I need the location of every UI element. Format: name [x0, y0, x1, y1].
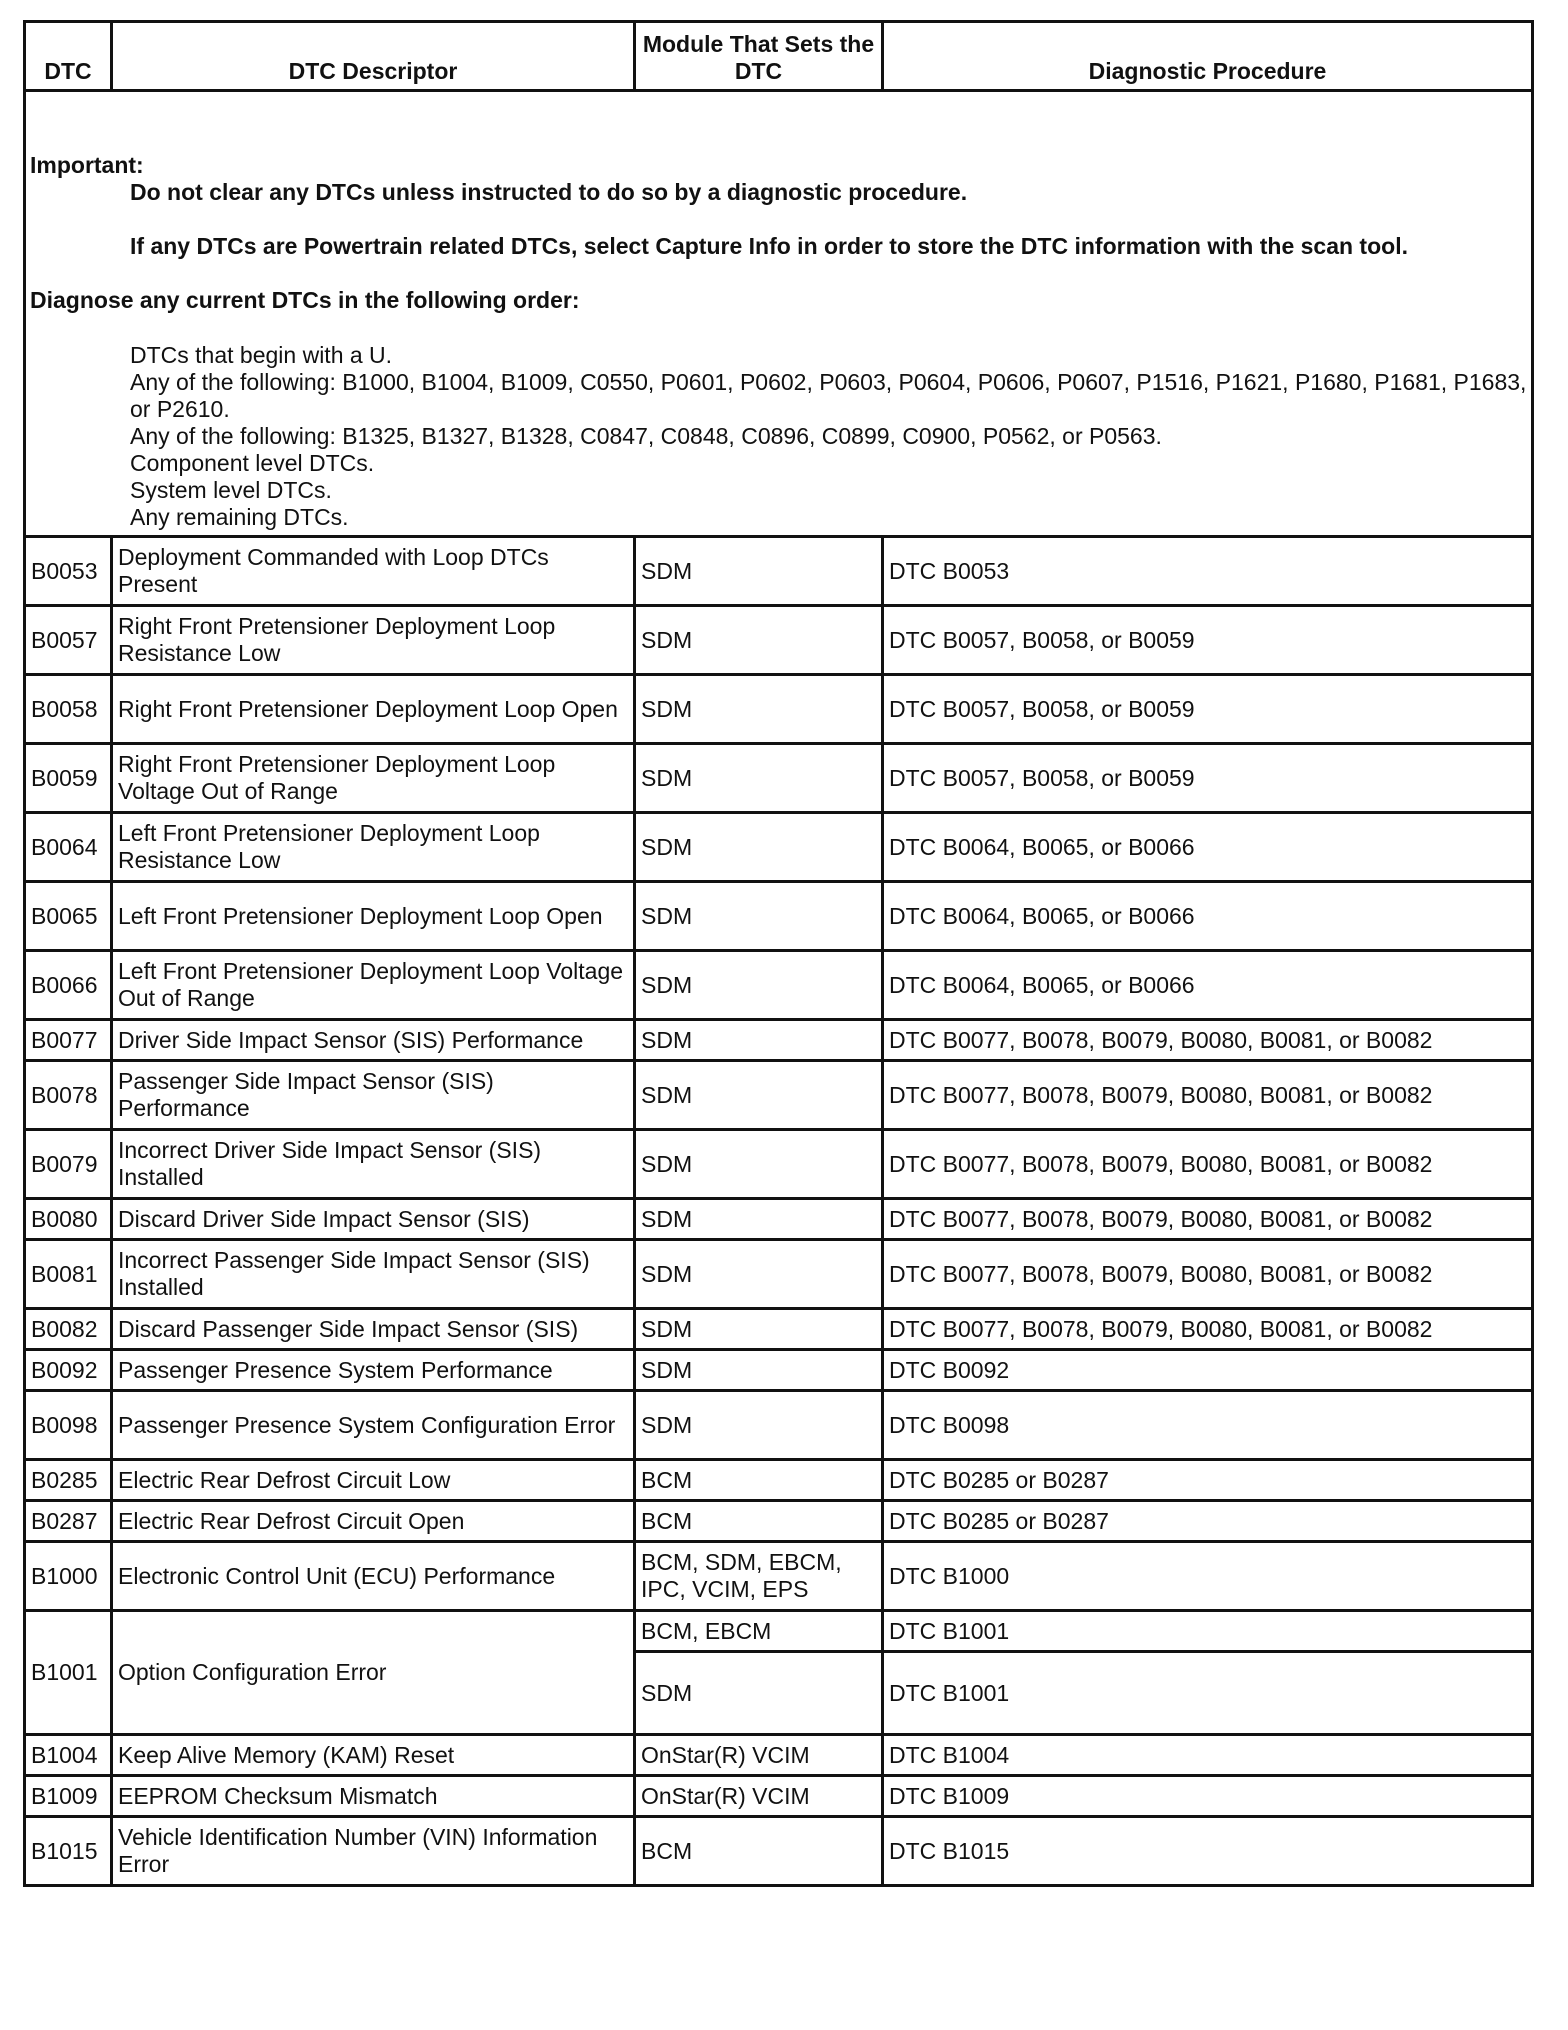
dtc-code: B0065	[25, 882, 112, 951]
dtc-code: B0053	[25, 537, 112, 606]
order-item: Any of the following: B1000, B1004, B1009, C0550, P0601, P0602, P0603, P0604, P0606, P0607, P1516, P1621, P1680, P1681, P1683, or P2610.	[130, 369, 1527, 422]
dtc-procedure: DTC B1001	[883, 1652, 1533, 1735]
dtc-module: SDM	[635, 1309, 883, 1350]
dtc-procedure: DTC B0064, B0065, or B0066	[883, 813, 1533, 882]
dtc-descriptor: Incorrect Passenger Side Impact Sensor (SIS) Installed	[112, 1240, 635, 1309]
dtc-module: SDM	[635, 744, 883, 813]
dtc-descriptor: Right Front Pretensioner Deployment Loop Voltage Out of Range	[112, 744, 635, 813]
dtc-procedure: DTC B0057, B0058, or B0059	[883, 675, 1533, 744]
dtc-procedure: DTC B0057, B0058, or B0059	[883, 744, 1533, 813]
dtc-descriptor: Electronic Control Unit (ECU) Performance	[112, 1542, 635, 1611]
table-row	[25, 882, 1533, 951]
dtc-procedure: DTC B0064, B0065, or B0066	[883, 882, 1533, 951]
table-row	[25, 675, 1533, 744]
dtc-procedure: DTC B0077, B0078, B0079, B0080, B0081, or B0082	[883, 1309, 1533, 1350]
table-row	[25, 537, 1533, 606]
important-note-2: If any DTCs are Powertrain related DTCs, select Capture Info in order to store the DTC information with the scan tool.	[130, 233, 1408, 259]
dtc-procedure: DTC B0077, B0078, B0079, B0080, B0081, or B0082	[883, 1061, 1533, 1130]
dtc-code: B0066	[25, 951, 112, 1020]
dtc-module: SDM	[635, 1061, 883, 1130]
dtc-procedure: DTC B0077, B0078, B0079, B0080, B0081, or B0082	[883, 1199, 1533, 1240]
order-item: DTCs that begin with a U.	[130, 342, 393, 368]
dtc-module: OnStar(R) VCIM	[635, 1735, 883, 1776]
dtc-descriptor: Passenger Presence System Configuration Error	[112, 1391, 635, 1460]
dtc-code: B1009	[25, 1776, 112, 1817]
table-row	[25, 1309, 1533, 1350]
dtc-module: SDM	[635, 1652, 883, 1735]
table-row	[25, 951, 1533, 1020]
dtc-descriptor: Right Front Pretensioner Deployment Loop Open	[112, 675, 635, 744]
table-row	[25, 1061, 1533, 1130]
table-row	[25, 1501, 1533, 1542]
order-item: Any of the following: B1325, B1327, B1328, C0847, C0848, C0896, C0899, C0900, P0562, or P0563.	[130, 423, 1162, 449]
dtc-module: BCM	[635, 1817, 883, 1886]
dtc-code: B0092	[25, 1350, 112, 1391]
dtc-procedure: DTC B1000	[883, 1542, 1533, 1611]
dtc-procedure: DTC B0285 or B0287	[883, 1460, 1533, 1501]
dtc-module: SDM	[635, 675, 883, 744]
dtc-module: BCM	[635, 1460, 883, 1501]
dtc-descriptor: Keep Alive Memory (KAM) Reset	[112, 1735, 635, 1776]
order-list	[130, 342, 1527, 531]
dtc-code: B1004	[25, 1735, 112, 1776]
dtc-descriptor: Left Front Pretensioner Deployment Loop Voltage Out of Range	[112, 951, 635, 1020]
dtc-procedure: DTC B0077, B0078, B0079, B0080, B0081, or B0082	[883, 1130, 1533, 1199]
dtc-module: SDM	[635, 951, 883, 1020]
dtc-procedure: DTC B0077, B0078, B0079, B0080, B0081, or B0082	[883, 1020, 1533, 1061]
dtc-code: B0098	[25, 1391, 112, 1460]
dtc-code: B0285	[25, 1460, 112, 1501]
table-row	[25, 1817, 1533, 1886]
dtc-procedure: DTC B0092	[883, 1350, 1533, 1391]
table-row	[25, 1542, 1533, 1611]
dtc-descriptor: Vehicle Identification Number (VIN) Information Error	[112, 1817, 635, 1886]
dtc-code: B0287	[25, 1501, 112, 1542]
dtc-procedure: DTC B0053	[883, 537, 1533, 606]
table-row	[25, 1020, 1533, 1061]
header-descriptor: DTC Descriptor	[112, 22, 635, 91]
dtc-descriptor: Passenger Presence System Performance	[112, 1350, 635, 1391]
header-procedure: Diagnostic Procedure	[883, 22, 1533, 91]
dtc-procedure: DTC B0098	[883, 1391, 1533, 1460]
order-item: Any remaining DTCs.	[130, 504, 349, 530]
dtc-code: B0081	[25, 1240, 112, 1309]
dtc-descriptor: Driver Side Impact Sensor (SIS) Performance	[112, 1020, 635, 1061]
dtc-module: BCM, SDM, EBCM, IPC, VCIM, EPS	[635, 1542, 883, 1611]
dtc-descriptor: Electric Rear Defrost Circuit Open	[112, 1501, 635, 1542]
dtc-procedure: DTC B1001	[883, 1611, 1533, 1652]
dtc-module: BCM	[635, 1501, 883, 1542]
dtc-descriptor: Incorrect Driver Side Impact Sensor (SIS) Installed	[112, 1130, 635, 1199]
header-module: Module That Sets the DTC	[635, 22, 883, 91]
dtc-descriptor: Passenger Side Impact Sensor (SIS) Performance	[112, 1061, 635, 1130]
dtc-code: B0057	[25, 606, 112, 675]
dtc-code: B0077	[25, 1020, 112, 1061]
table-row	[25, 744, 1533, 813]
dtc-code: B1001	[25, 1611, 112, 1735]
table-row	[25, 1391, 1533, 1460]
dtc-descriptor: Electric Rear Defrost Circuit Low	[112, 1460, 635, 1501]
order-label: Diagnose any current DTCs in the following order:	[30, 287, 580, 313]
important-note-1: Do not clear any DTCs unless instructed to do so by a diagnostic procedure.	[130, 179, 968, 205]
table-row	[25, 1199, 1533, 1240]
table-row	[25, 1776, 1533, 1817]
dtc-procedure: DTC B0077, B0078, B0079, B0080, B0081, or B0082	[883, 1240, 1533, 1309]
dtc-module: BCM, EBCM	[635, 1611, 883, 1652]
dtc-descriptor: Right Front Pretensioner Deployment Loop Resistance Low	[112, 606, 635, 675]
dtc-table	[23, 20, 1534, 1887]
table-row	[25, 1735, 1533, 1776]
dtc-code: B0082	[25, 1309, 112, 1350]
important-label: Important:	[30, 152, 144, 178]
dtc-descriptor: EEPROM Checksum Mismatch	[112, 1776, 635, 1817]
dtc-module: SDM	[635, 1199, 883, 1240]
dtc-code: B0079	[25, 1130, 112, 1199]
table-row	[25, 1460, 1533, 1501]
dtc-code: B0064	[25, 813, 112, 882]
dtc-procedure: DTC B0064, B0065, or B0066	[883, 951, 1533, 1020]
dtc-code: B1015	[25, 1817, 112, 1886]
dtc-module: SDM	[635, 882, 883, 951]
dtc-procedure: DTC B0285 or B0287	[883, 1501, 1533, 1542]
dtc-code: B0080	[25, 1199, 112, 1240]
dtc-module: SDM	[635, 1350, 883, 1391]
dtc-module: SDM	[635, 1020, 883, 1061]
dtc-module: SDM	[635, 606, 883, 675]
dtc-code: B0078	[25, 1061, 112, 1130]
dtc-descriptor: Deployment Commanded with Loop DTCs Present	[112, 537, 635, 606]
dtc-procedure: DTC B1009	[883, 1776, 1533, 1817]
dtc-module: SDM	[635, 1391, 883, 1460]
table-row	[25, 813, 1533, 882]
intro-row	[25, 91, 1533, 537]
dtc-descriptor: Left Front Pretensioner Deployment Loop Resistance Low	[112, 813, 635, 882]
header-dtc: DTC	[25, 22, 112, 91]
header-row	[25, 22, 1533, 91]
dtc-code: B1000	[25, 1542, 112, 1611]
table-row	[25, 1130, 1533, 1199]
dtc-procedure: DTC B1004	[883, 1735, 1533, 1776]
dtc-module: SDM	[635, 1130, 883, 1199]
dtc-descriptor: Left Front Pretensioner Deployment Loop Open	[112, 882, 635, 951]
dtc-procedure: DTC B1015	[883, 1817, 1533, 1886]
dtc-module: SDM	[635, 537, 883, 606]
dtc-descriptor: Discard Driver Side Impact Sensor (SIS)	[112, 1199, 635, 1240]
dtc-code: B0059	[25, 744, 112, 813]
intro-cell	[25, 91, 1533, 537]
dtc-code: B0058	[25, 675, 112, 744]
dtc-descriptor: Option Configuration Error	[112, 1611, 635, 1735]
dtc-module: OnStar(R) VCIM	[635, 1776, 883, 1817]
dtc-descriptor: Discard Passenger Side Impact Sensor (SIS)	[112, 1309, 635, 1350]
table-row	[25, 1350, 1533, 1391]
order-item: Component level DTCs.	[130, 450, 375, 476]
table-row	[25, 1240, 1533, 1309]
order-item: System level DTCs.	[130, 477, 332, 503]
table-row	[25, 606, 1533, 675]
dtc-module: SDM	[635, 1240, 883, 1309]
dtc-procedure: DTC B0057, B0058, or B0059	[883, 606, 1533, 675]
table-row	[25, 1611, 1533, 1652]
dtc-module: SDM	[635, 813, 883, 882]
